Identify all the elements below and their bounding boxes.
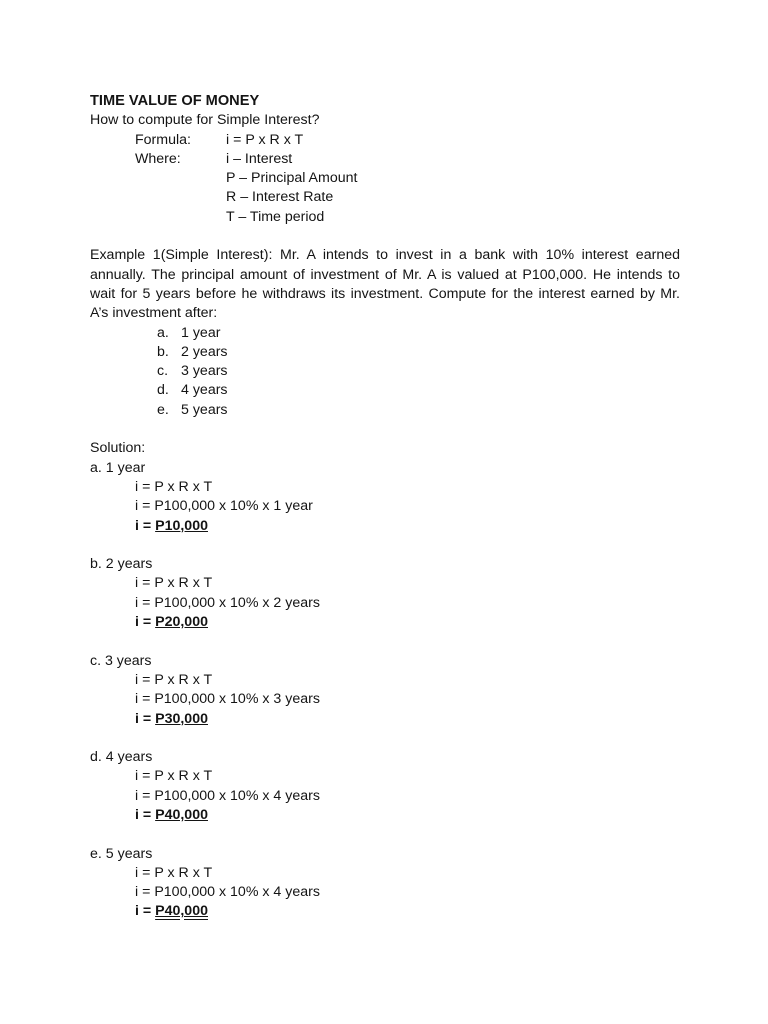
list-text: 2 years [181, 343, 228, 360]
list-marker: b. [157, 343, 169, 360]
list-item [90, 362, 680, 381]
answer-value: P40,000 [155, 903, 208, 920]
solution-heading: Solution: [90, 440, 146, 457]
list-item [90, 401, 680, 420]
where-label: Where: [135, 150, 181, 167]
answer-value: P10,000 [155, 517, 208, 534]
part-answer [90, 613, 680, 632]
part-computation: i = P100,000 x 10% x 4 years [135, 787, 320, 804]
formula-label: Formula: [135, 131, 191, 148]
example-options-list [90, 324, 680, 420]
part-heading: c. 3 years [90, 652, 152, 669]
part-heading: a. 1 year [90, 459, 146, 476]
where-row [90, 208, 680, 227]
part-heading: b. 2 years [90, 556, 153, 573]
part-computation: i = P100,000 x 10% x 3 years [135, 691, 320, 708]
where-item: T – Time period [226, 208, 325, 225]
answer-value: P20,000 [155, 614, 208, 631]
solution-part-a [90, 459, 680, 536]
where-row [90, 150, 680, 169]
list-item [90, 343, 680, 362]
list-marker: c. [157, 363, 169, 380]
question-line: How to compute for Simple Interest? [90, 112, 320, 129]
spacer [90, 420, 680, 439]
spacer [90, 825, 680, 844]
document-title: TIME VALUE OF MONEY [90, 93, 260, 109]
spacer [90, 632, 680, 651]
solution-part-c [90, 652, 680, 729]
solution-part-b [90, 555, 680, 632]
spacer [90, 729, 680, 748]
answer-prefix: i = [135, 517, 156, 534]
answer-prefix: i = [135, 903, 156, 920]
answer-prefix: i = [135, 806, 156, 823]
list-marker: d. [157, 382, 169, 399]
part-answer [90, 710, 680, 729]
solution-part-e [90, 845, 680, 922]
where-item: R – Interest Rate [226, 189, 334, 206]
part-computation: i = P100,000 x 10% x 4 years [135, 884, 320, 901]
part-heading: e. 5 years [90, 845, 153, 862]
where-row [90, 169, 680, 188]
list-item [90, 381, 680, 400]
part-heading: d. 4 years [90, 749, 153, 766]
answer-value: P40,000 [155, 806, 208, 823]
where-item: i – Interest [226, 150, 293, 167]
formula-value: i = P x R x T [226, 131, 304, 148]
part-formula: i = P x R x T [135, 575, 213, 592]
spacer [90, 536, 680, 555]
list-item [90, 324, 680, 343]
answer-prefix: i = [135, 614, 156, 631]
part-answer [90, 902, 680, 921]
document-page [90, 92, 680, 922]
list-text: 5 years [181, 401, 228, 418]
part-computation: i = P100,000 x 10% x 2 years [135, 594, 320, 611]
part-formula: i = P x R x T [135, 478, 213, 495]
list-text: 4 years [181, 382, 228, 399]
answer-prefix: i = [135, 710, 156, 727]
part-answer [90, 517, 680, 536]
part-answer [90, 806, 680, 825]
list-marker: e. [157, 401, 169, 418]
formula-row [90, 131, 680, 150]
solution-part-d [90, 748, 680, 825]
part-computation: i = P100,000 x 10% x 1 year [135, 498, 313, 515]
part-formula: i = P x R x T [135, 671, 213, 688]
example-paragraph: Example 1(Simple Interest): Mr. A intends to invest in a bank with 10% interest earned annually. The principal amount of investment of Mr. A is valued at P100,000. He intends to wait for 5 years before he withdraws its investment. Compute for the interest earned by Mr. A’s investment after: [90, 247, 680, 322]
list-text: 3 years [181, 363, 228, 380]
spacer [90, 227, 680, 246]
list-marker: a. [157, 324, 169, 341]
part-formula: i = P x R x T [135, 768, 213, 785]
part-formula: i = P x R x T [135, 864, 213, 881]
list-text: 1 year [181, 324, 221, 341]
where-row [90, 188, 680, 207]
answer-value: P30,000 [155, 710, 208, 727]
where-item: P – Principal Amount [226, 170, 358, 187]
